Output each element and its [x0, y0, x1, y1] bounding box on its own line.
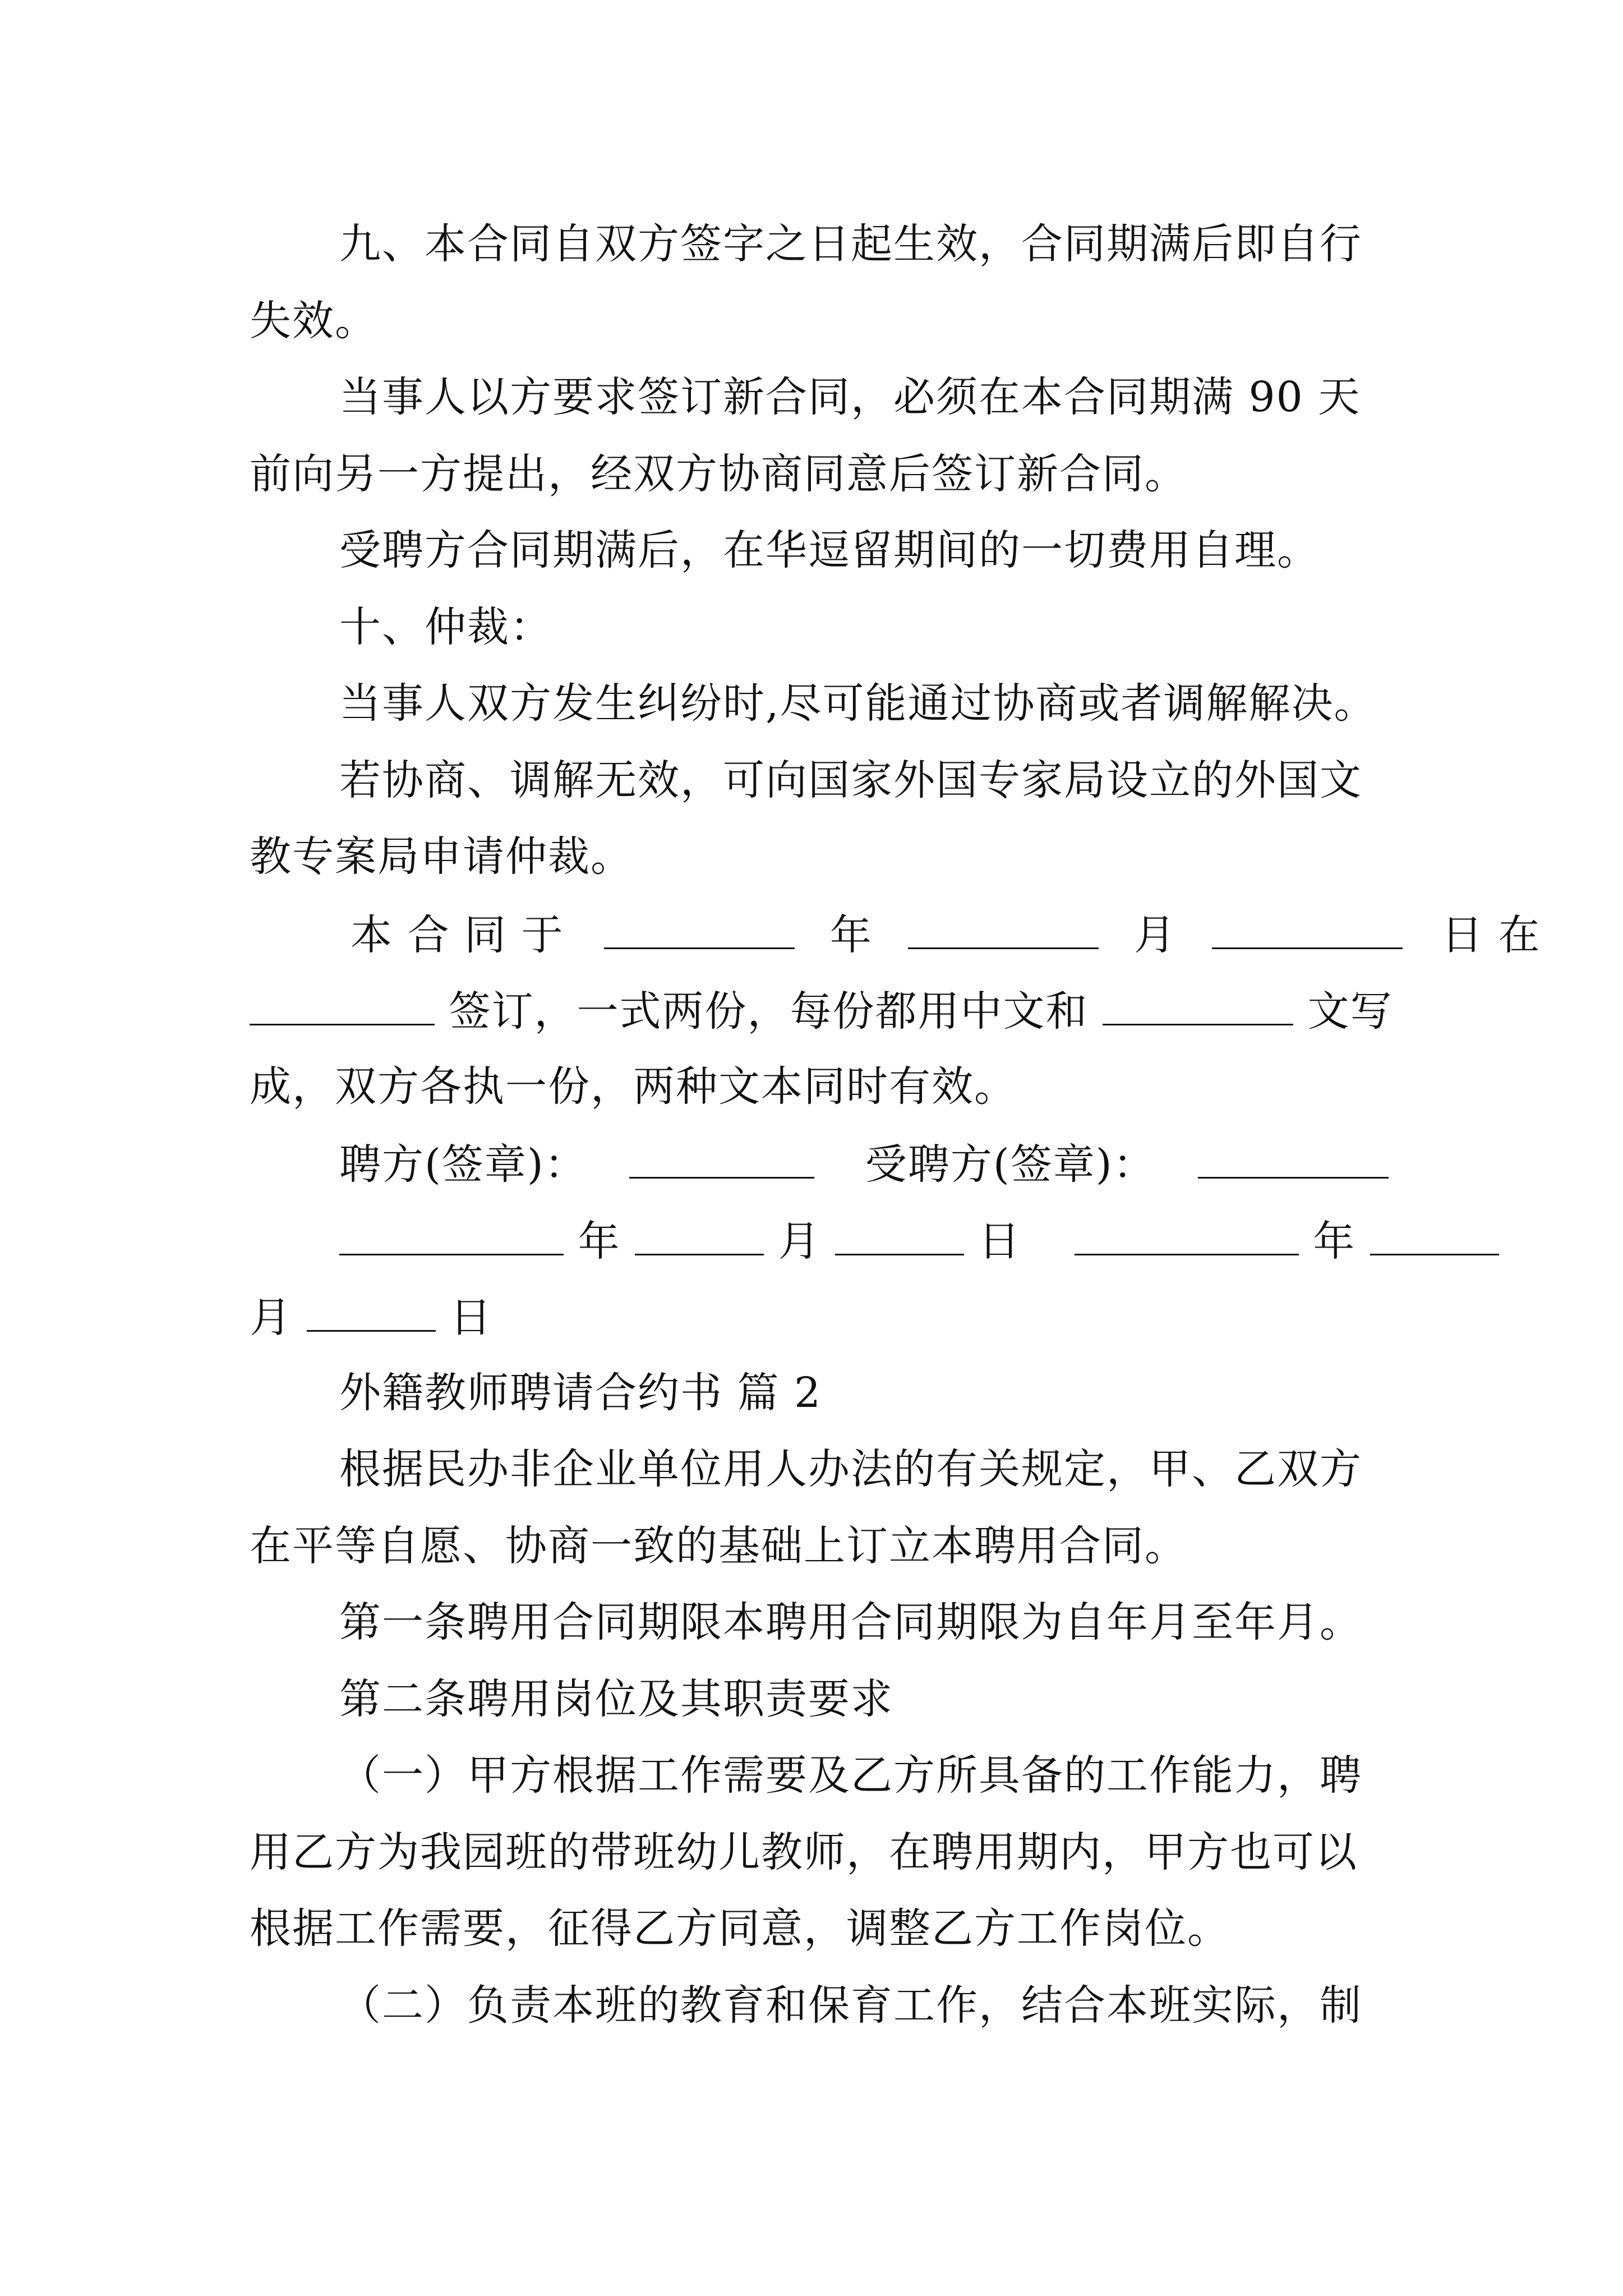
- signature-date-line: [339, 1217, 1489, 1266]
- blank-month: [908, 913, 1099, 949]
- blank-day: [1212, 913, 1403, 949]
- arbitration-line-2: 教专案局申请仲裁。: [250, 832, 633, 881]
- employer-signature-label: 聘方(签章)：: [339, 1140, 587, 1189]
- clause-2-line-1: （二）负责本班的教育和保育工作，结合本班实际，制: [339, 1981, 1362, 2030]
- signature-date-line-2: [250, 1294, 1399, 1342]
- employer-day-label: 日: [978, 1217, 1021, 1266]
- employee-month-label: 月: [250, 1294, 292, 1342]
- clause-1-line-3: 根据工作需要，征得乙方同意，调整乙方工作岗位。: [250, 1904, 1230, 1953]
- section-title: 外籍教师聘请合约书 篇 2: [339, 1369, 822, 1417]
- employee-month-blank-start: [1370, 1219, 1499, 1255]
- clause-1-line-1: （一）甲方根据工作需要及乙方所具备的工作能力，聘: [339, 1751, 1362, 1800]
- dispute-paragraph: 当事人双方发生纠纷时,尽可能通过协商或者调解解决。: [339, 679, 1377, 728]
- preamble-line-2: 在平等自愿、协商一致的基础上订立本聘用合同。: [250, 1522, 1187, 1570]
- signing-place-line: [250, 987, 1399, 1036]
- employer-month-label: 月: [778, 1217, 821, 1266]
- signing-copies-text: 签订，一式两份，每份都用中文和: [449, 987, 1089, 1036]
- day-at-label: 日 在: [1441, 911, 1541, 959]
- article-9-line-2: 失效。: [250, 297, 377, 345]
- article-1: 第一条聘用合同期限本聘用合同期限为自年月至年月。: [339, 1598, 1362, 1646]
- employer-year-label: 年: [578, 1217, 621, 1266]
- blank-year: [604, 913, 795, 949]
- validity-line: 成，双方各执一份，两种文本同时有效。: [250, 1062, 1017, 1111]
- employer-signature-blank: [629, 1142, 814, 1179]
- blank-language: [1103, 989, 1293, 1025]
- arbitration-line-1: 若协商、调解无效，可向国家外国专家局设立的外国文: [339, 756, 1362, 804]
- signature-line: [339, 1140, 1489, 1189]
- year-label: 年: [829, 911, 873, 959]
- employee-signature-blank: [1198, 1142, 1389, 1179]
- employer-month-blank: [635, 1219, 764, 1255]
- renewal-line-1: 当事人以方要求签订新合同，必须在本合同期满 90 天: [339, 373, 1361, 421]
- renewal-line-2: 前向另一方提出，经双方协商同意后签订新合同。: [250, 450, 1187, 498]
- employee-signature-label: 受聘方(签章)：: [865, 1140, 1156, 1189]
- employee-day-blank: [307, 1295, 436, 1332]
- blank-place: [250, 989, 435, 1025]
- employer-day-blank: [835, 1219, 964, 1255]
- preamble-line-1: 根据民办非企业单位用人办法的有关规定，甲、乙双方: [339, 1445, 1362, 1493]
- signing-text-prefix: 本 合 同 于: [351, 911, 564, 959]
- expenses-paragraph: 受聘方合同期满后，在华逗留期间的一切费用自理。: [339, 526, 1320, 574]
- article-2-heading: 第二条聘用岗位及其职责要求: [339, 1675, 893, 1723]
- employee-year-blank: [1075, 1219, 1299, 1255]
- employee-day-label: 日: [450, 1294, 493, 1342]
- signing-date-line: [351, 911, 1541, 959]
- employee-year-label: 年: [1313, 1217, 1356, 1266]
- month-label: 月: [1133, 911, 1177, 959]
- article-10-heading: 十、仲裁：: [339, 603, 552, 651]
- written-label: 文写: [1307, 987, 1393, 1036]
- article-9-line-1: 九、本合同自双方签字之日起生效，合同期满后即自行: [339, 220, 1362, 268]
- employer-year-blank: [339, 1219, 564, 1255]
- clause-1-line-2: 用乙方为我园班的带班幼儿教师，在聘用期内，甲方也可以: [250, 1828, 1358, 1876]
